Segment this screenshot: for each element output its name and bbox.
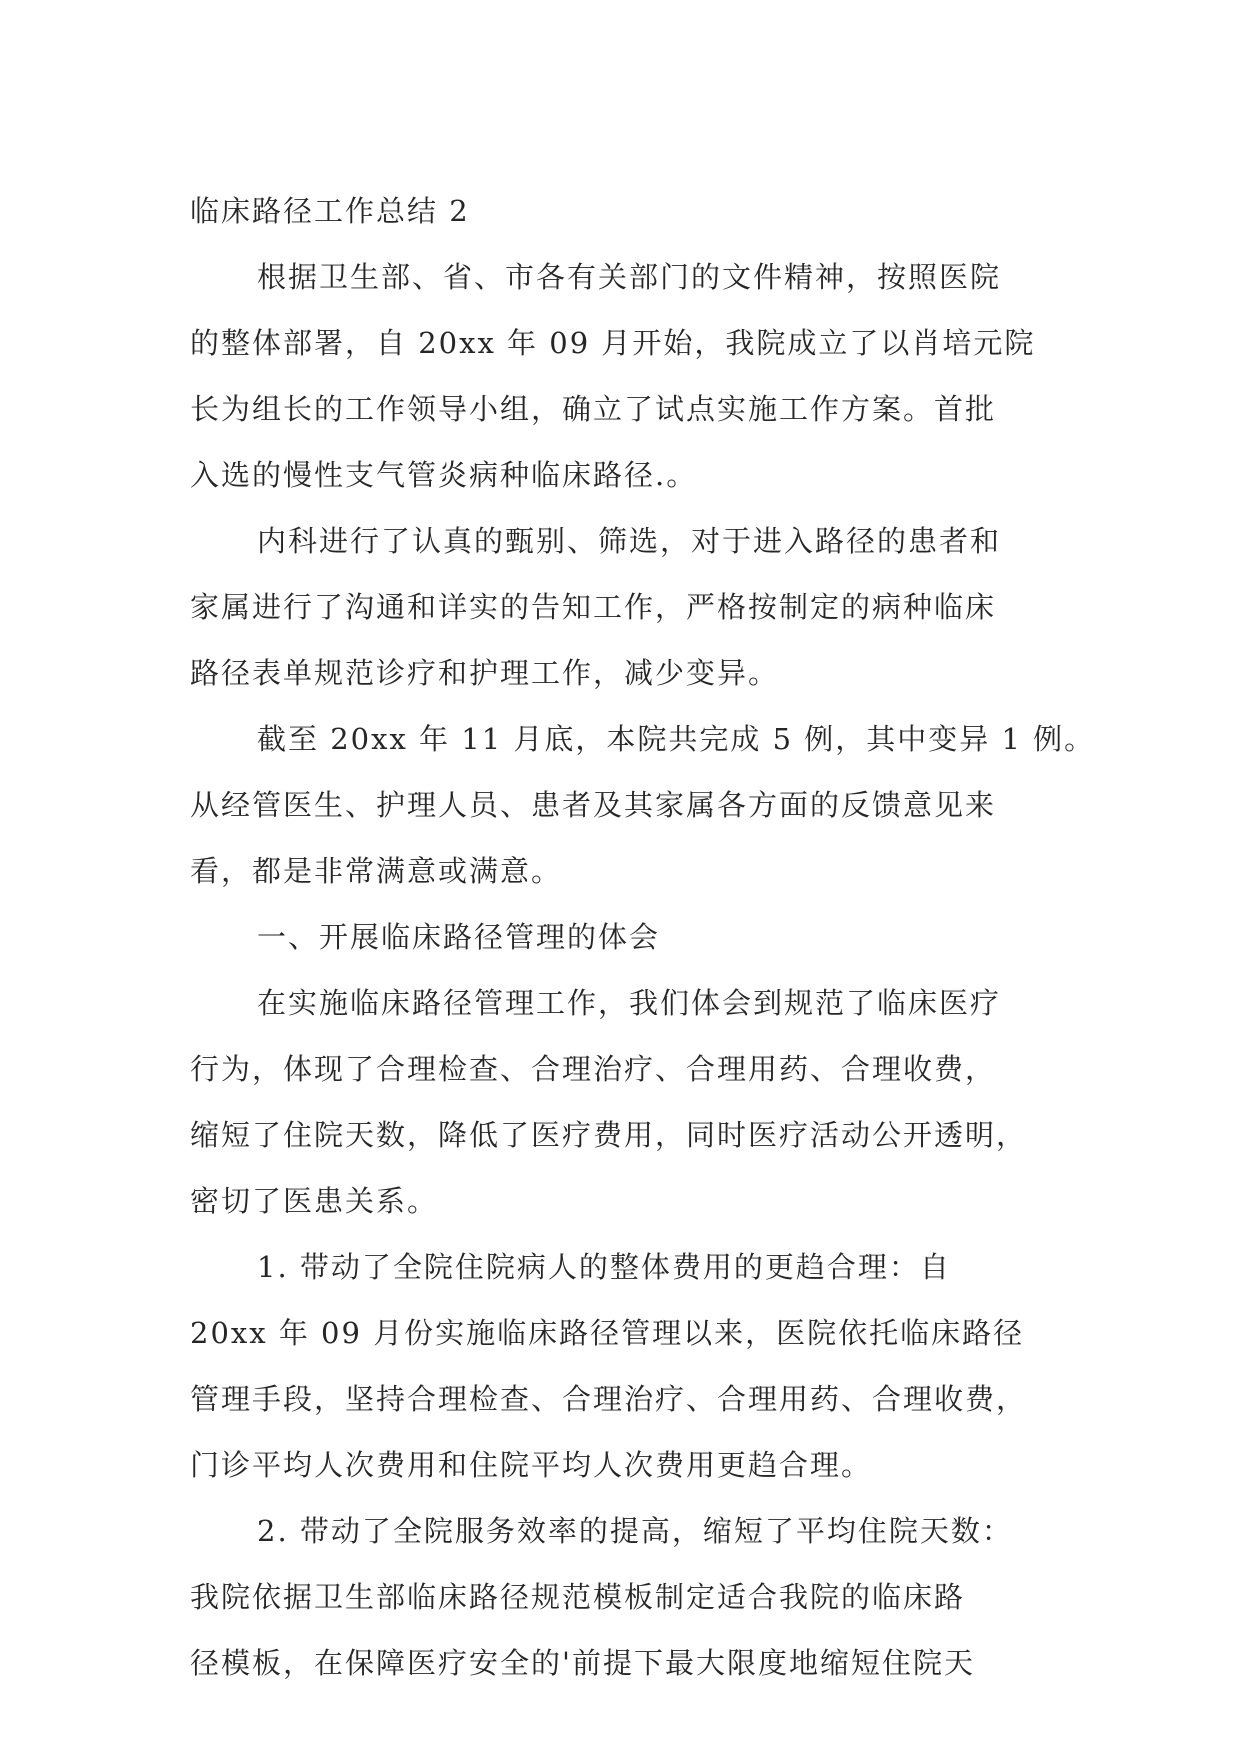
paragraph-1-line-2: 的整体部署，自 20xx 年 09 月开始，我院成立了以肖培元院 [190, 326, 1036, 360]
section-heading-1: 一、开展临床路径管理的体会 [257, 920, 661, 954]
paragraph-2-line-2: 家属进行了沟通和详实的告知工作，严格按制定的病种临床 [190, 590, 997, 624]
paragraph-3-line-1: 截至 20xx 年 11 月底，本院共完成 5 例，其中变异 1 例。 [257, 722, 1096, 756]
paragraph-5-line-3: 缩短了住院天数，降低了医疗费用，同时医疗活动公开透明， [190, 1118, 1028, 1152]
paragraph-1-line-3: 长为组长的工作领导小组，确立了试点实施工作方案。首批 [190, 392, 997, 426]
paragraph-7-line-3: 径模板，在保障医疗安全的'前提下最大限度地缩短住院天 [190, 1646, 975, 1680]
paragraph-2-line-3: 路径表单规范诊疗和护理工作，减少变异。 [190, 656, 780, 690]
paragraph-6-line-1: 1. 带动了全院住院病人的整体费用的更趋合理：自 [257, 1250, 951, 1284]
paragraph-5-line-1: 在实施临床路径管理工作，我们体会到规范了临床医疗 [257, 986, 1002, 1020]
paragraph-7-line-2: 我院依据卫生部临床路径规范模板制定适合我院的临床路 [190, 1580, 966, 1614]
paragraph-2-line-1: 内科进行了认真的甄别、筛选，对于进入路径的患者和 [257, 524, 1002, 558]
paragraph-6-line-2: 20xx 年 09 月份实施临床路径管理以来，医院依托临床路径 [190, 1316, 1025, 1350]
paragraph-6-line-4: 门诊平均人次费用和住院平均人次费用更趋合理。 [190, 1448, 873, 1482]
paragraph-7-line-1: 2. 带动了全院服务效率的提高，缩短了平均住院天数： [257, 1514, 1013, 1548]
paragraph-6-line-3: 管理手段，坚持合理检查、合理治疗、合理用药、合理收费， [190, 1382, 1028, 1416]
paragraph-5-line-2: 行为，体现了合理检查、合理治疗、合理用药、合理收费， [190, 1052, 997, 1086]
paragraph-1-line-1: 根据卫生部、省、市各有关部门的文件精神，按照医院 [257, 260, 1002, 294]
paragraph-1-line-4: 入选的慢性支气管炎病种临床路径.。 [190, 458, 698, 492]
paragraph-3-line-2: 从经管医生、护理人员、患者及其家属各方面的反馈意见来 [190, 788, 997, 822]
paragraph-3-line-3: 看，都是非常满意或满意。 [190, 854, 563, 888]
paragraph-5-line-4: 密切了医患关系。 [190, 1184, 439, 1218]
document-title: 临床路径工作总结 2 [190, 194, 470, 228]
